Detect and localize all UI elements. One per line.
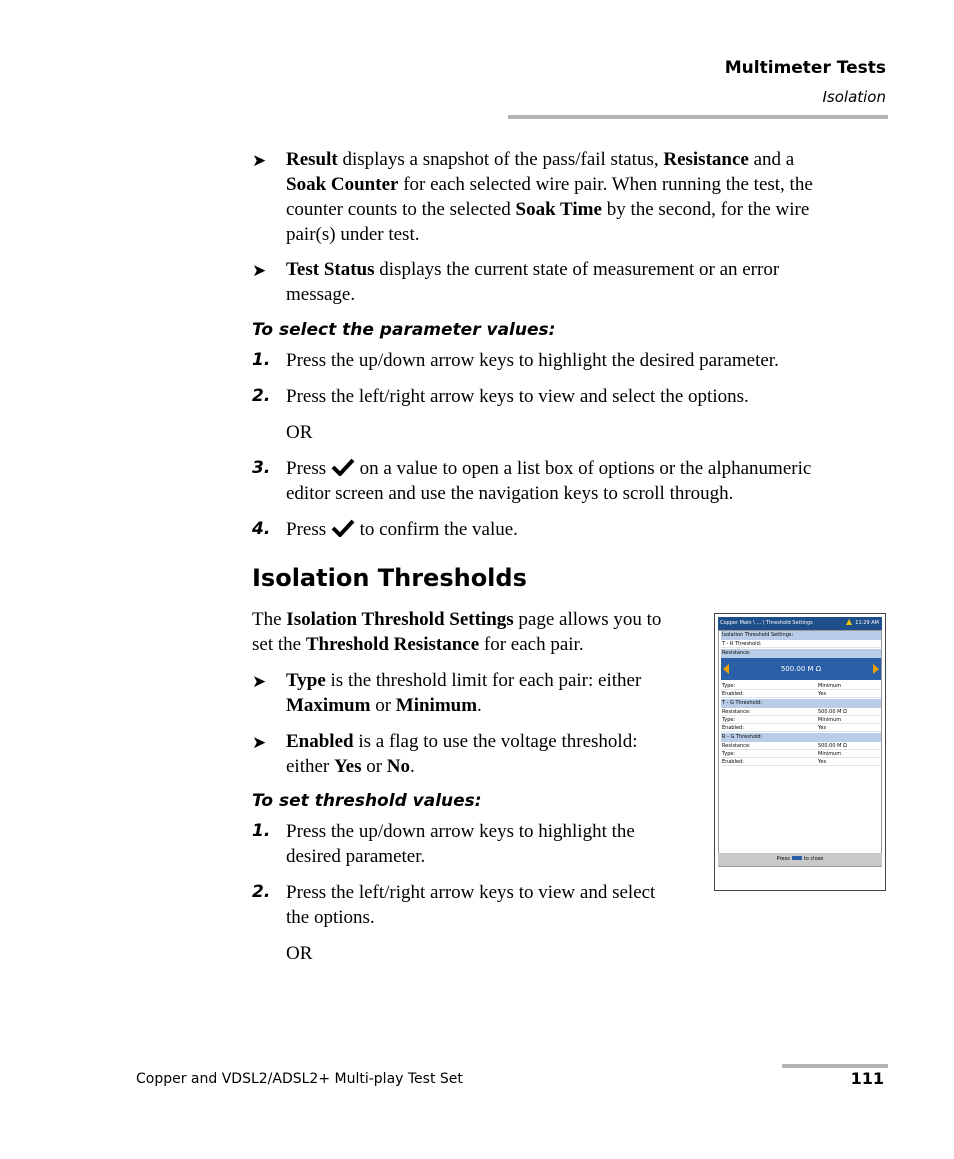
left-arrow-icon[interactable]	[723, 664, 729, 674]
bullet-arrow-icon: ➤	[252, 151, 267, 170]
device-screenshot	[714, 613, 886, 891]
bullet-arrow-icon: ➤	[252, 261, 267, 280]
step-text: Press the left/right arrow keys to view and select the options.	[286, 386, 749, 407]
tr-threshold-label: T - R Threshold:	[721, 640, 881, 648]
settings-panel	[718, 630, 882, 867]
footer-doc-title: Copper and VDSL2/ADSL2+ Multi-play Test Set	[136, 1071, 463, 1087]
procedure-title: To select the parameter values:	[252, 320, 556, 340]
screen-time: 11:29 AM	[855, 620, 879, 626]
step-text: Press the left/right arrow keys to view and select the options.	[286, 882, 656, 928]
table-row[interactable]: Enabled: Yes	[721, 690, 881, 698]
or-text: OR	[286, 943, 313, 964]
step-number: 2.	[252, 386, 271, 406]
bullet-arrow-icon: ➤	[252, 733, 267, 752]
table-row[interactable]: Resistance: 500.00 M Ω	[721, 742, 881, 750]
step-text: Press to confirm the value.	[286, 519, 518, 540]
section-heading: Isolation Thresholds	[252, 564, 527, 592]
warning-icon	[846, 619, 852, 625]
step-text: Press the up/down arrow keys to highlight the desired parameter.	[286, 350, 779, 371]
back-key-icon	[792, 856, 802, 860]
step-number: 2.	[252, 882, 271, 902]
header-rule	[508, 115, 888, 119]
table-row[interactable]: Type: Minimum	[721, 682, 881, 690]
table-row[interactable]: Type: Minimum	[721, 716, 881, 724]
resistance-label[interactable]: Resistance:	[721, 649, 881, 658]
step-text: Press the up/down arrow keys to highlight the desired parameter.	[286, 821, 635, 867]
bullet-type: Type is the threshold limit for each pair: either Maximum or Minimum.	[286, 670, 642, 716]
footer-rule	[782, 1064, 888, 1068]
step-number: 4.	[252, 519, 271, 539]
running-header-subtitle: Isolation	[822, 88, 886, 106]
screen-title-bar	[718, 617, 882, 630]
table-row[interactable]: Resistance: 500.00 M Ω	[721, 708, 881, 716]
step-number: 1.	[252, 350, 271, 370]
checkmark-icon	[331, 458, 355, 476]
page-number: 111	[850, 1069, 884, 1088]
resistance-value-field[interactable]: 500.00 M Ω	[721, 658, 881, 680]
procedure-title: To set threshold values:	[252, 791, 482, 811]
section-intro: The Isolation Threshold Settings page allows you to set the Threshold Resistance for each pair.	[252, 609, 662, 655]
close-bar[interactable]: Press to close	[718, 853, 882, 866]
or-text: OR	[286, 422, 313, 443]
right-arrow-icon[interactable]	[873, 664, 879, 674]
bullet-result: Result displays a snapshot of the pass/fail status, Resistance and a Soak Counter for each selected wire pair. When running the test, the counter counts to the selected Soak Time by the second, for the wire pair(s) under test.	[286, 149, 813, 245]
tg-threshold-label: T - G Threshold:	[721, 699, 881, 708]
settings-heading: Isolation Threshold Settings:	[721, 631, 881, 640]
screen-title: Copper Main \ ... \ Threshold Settings	[720, 620, 813, 626]
table-row[interactable]: Type: Minimum	[721, 750, 881, 758]
bullet-test-status: Test Status displays the current state of measurement or an error message.	[286, 259, 780, 305]
bullet-enabled: Enabled is a flag to use the voltage threshold: either Yes or No.	[286, 731, 638, 777]
step-number: 1.	[252, 821, 271, 841]
step-text: Press on a value to open a list box of options or the alphanumeric editor screen and use the navigation keys to scroll through.	[286, 458, 812, 504]
running-header-title: Multimeter Tests	[724, 58, 886, 78]
table-row[interactable]: Enabled: Yes	[721, 724, 881, 732]
table-row[interactable]: Enabled: Yes	[721, 758, 881, 766]
checkmark-icon	[331, 519, 355, 537]
bullet-arrow-icon: ➤	[252, 672, 267, 691]
step-number: 3.	[252, 458, 271, 478]
rg-threshold-label: R - G Threshold:	[721, 733, 881, 742]
